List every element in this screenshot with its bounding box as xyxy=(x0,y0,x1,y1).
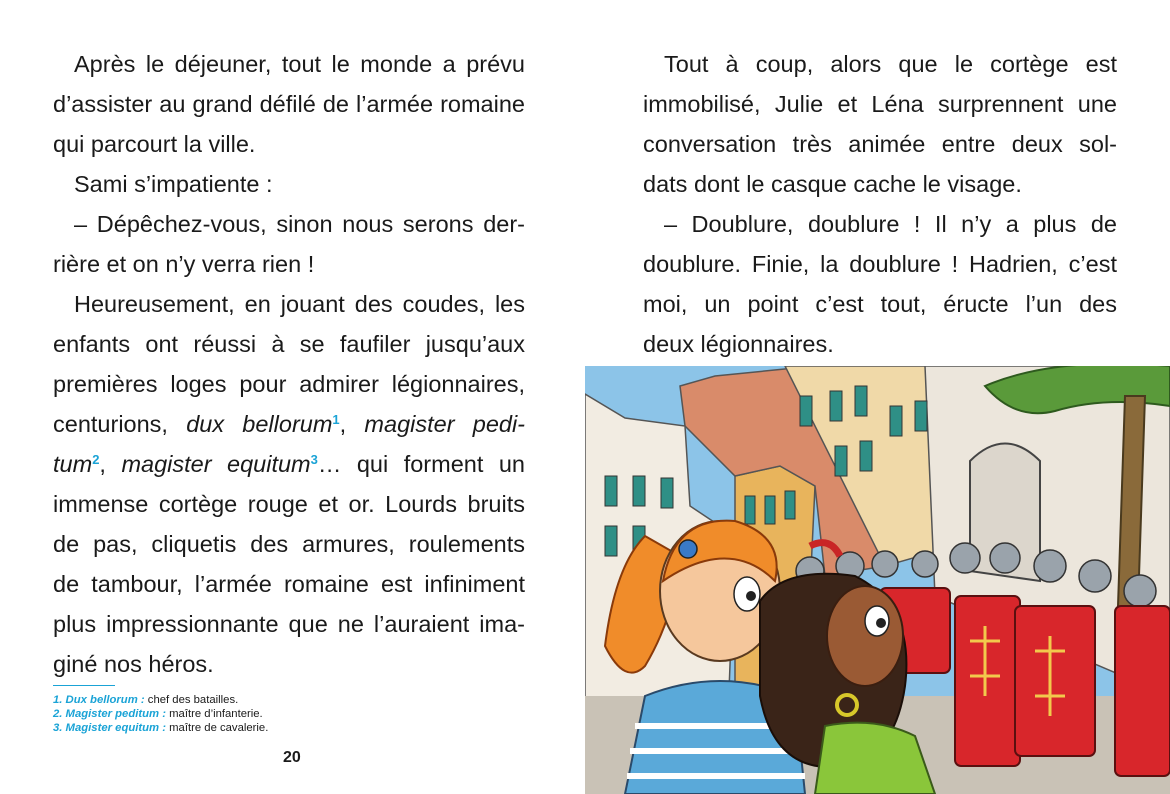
footnote-ref: 2 xyxy=(92,452,100,467)
text-line xyxy=(53,444,525,484)
text-line: premières loges pour admirer légionnaires, xyxy=(53,371,525,397)
footnote xyxy=(53,693,268,707)
text-line: – Doublure, doublure ! Il n’y a plus de xyxy=(664,211,1117,237)
text-line: Après le déjeuner, tout le monde a prévu xyxy=(74,51,525,77)
text-line: deux légionnaires. xyxy=(643,331,834,357)
text-line: rière et on n’y verra rien ! xyxy=(53,251,315,277)
footnote-def: maître d’infanterie. xyxy=(166,708,263,720)
footnote-term: 2. Magister peditum : xyxy=(53,708,166,720)
footnote-ref: 3 xyxy=(310,452,318,467)
lena-pupil xyxy=(876,618,886,628)
text-fragment: , xyxy=(339,411,347,437)
footnote-def: chef des batailles. xyxy=(144,694,239,706)
girl-face-lena xyxy=(827,586,903,686)
footnote xyxy=(53,721,268,735)
text-line: moi, un point c’est tout, éructe l’un des xyxy=(643,291,1117,317)
text-line: de tambour, l’armée romaine est infiniment xyxy=(53,571,525,597)
hair-tie xyxy=(679,540,697,558)
parade-illustration xyxy=(585,366,1170,794)
text-line: dats dont le casque cache le visage. xyxy=(643,171,1022,197)
text-line: Tout à coup, alors que le cortège est xyxy=(664,51,1117,77)
text-line: Sami s’impatiente : xyxy=(74,171,273,197)
text-line: giné nos héros. xyxy=(53,651,214,677)
text-fragment: , xyxy=(99,451,106,477)
text-fragment: centurions, xyxy=(53,411,168,437)
footnote-def: maître de cavalerie. xyxy=(166,722,269,734)
text-line: – Dépêchez-vous, sinon nous serons der- xyxy=(74,211,525,237)
latin-term: magister equitum xyxy=(121,451,311,477)
text-line: Heureusement, en jouant des coudes, les xyxy=(74,291,525,317)
text-line: enfants ont réussi à se faufiler jusqu’aux xyxy=(53,331,525,357)
footnote-term: 1. Dux bellorum : xyxy=(53,694,145,706)
page-number: 20 xyxy=(283,749,301,766)
text-line: de pas, cliquetis des armures, roulements xyxy=(53,531,525,557)
latin-term: tum xyxy=(53,451,93,477)
text-line: conversation très animée entre deux sol- xyxy=(643,131,1117,157)
text-line: qui parcourt la ville. xyxy=(53,131,256,157)
footnotes xyxy=(53,693,268,735)
text-line: d’assister au grand défilé de l’armée romaine xyxy=(53,91,525,117)
text-line: immobilisé, Julie et Léna surprennent une xyxy=(643,91,1117,117)
footnote xyxy=(53,707,268,721)
julie-pupil xyxy=(746,591,756,601)
right-body-text xyxy=(643,44,1117,364)
right-page xyxy=(585,0,1170,794)
footnote-term: 3. Magister equitum : xyxy=(53,722,166,734)
latin-term: dux bellorum xyxy=(186,411,333,437)
text-line: immense cortège rouge et or. Lourds bruits xyxy=(53,491,525,517)
text-line: plus impressionnante que ne l’auraient ima- xyxy=(53,611,525,637)
text-line xyxy=(53,404,525,444)
text-line: doublure. Finie, la doublure ! Hadrien, c’est xyxy=(643,251,1117,277)
latin-term: magister pedi- xyxy=(364,411,526,437)
left-body-text xyxy=(53,44,525,684)
text-fragment: … qui forment un xyxy=(317,451,525,477)
footnote-ref: 1 xyxy=(332,412,340,427)
footnote-divider xyxy=(53,685,115,686)
